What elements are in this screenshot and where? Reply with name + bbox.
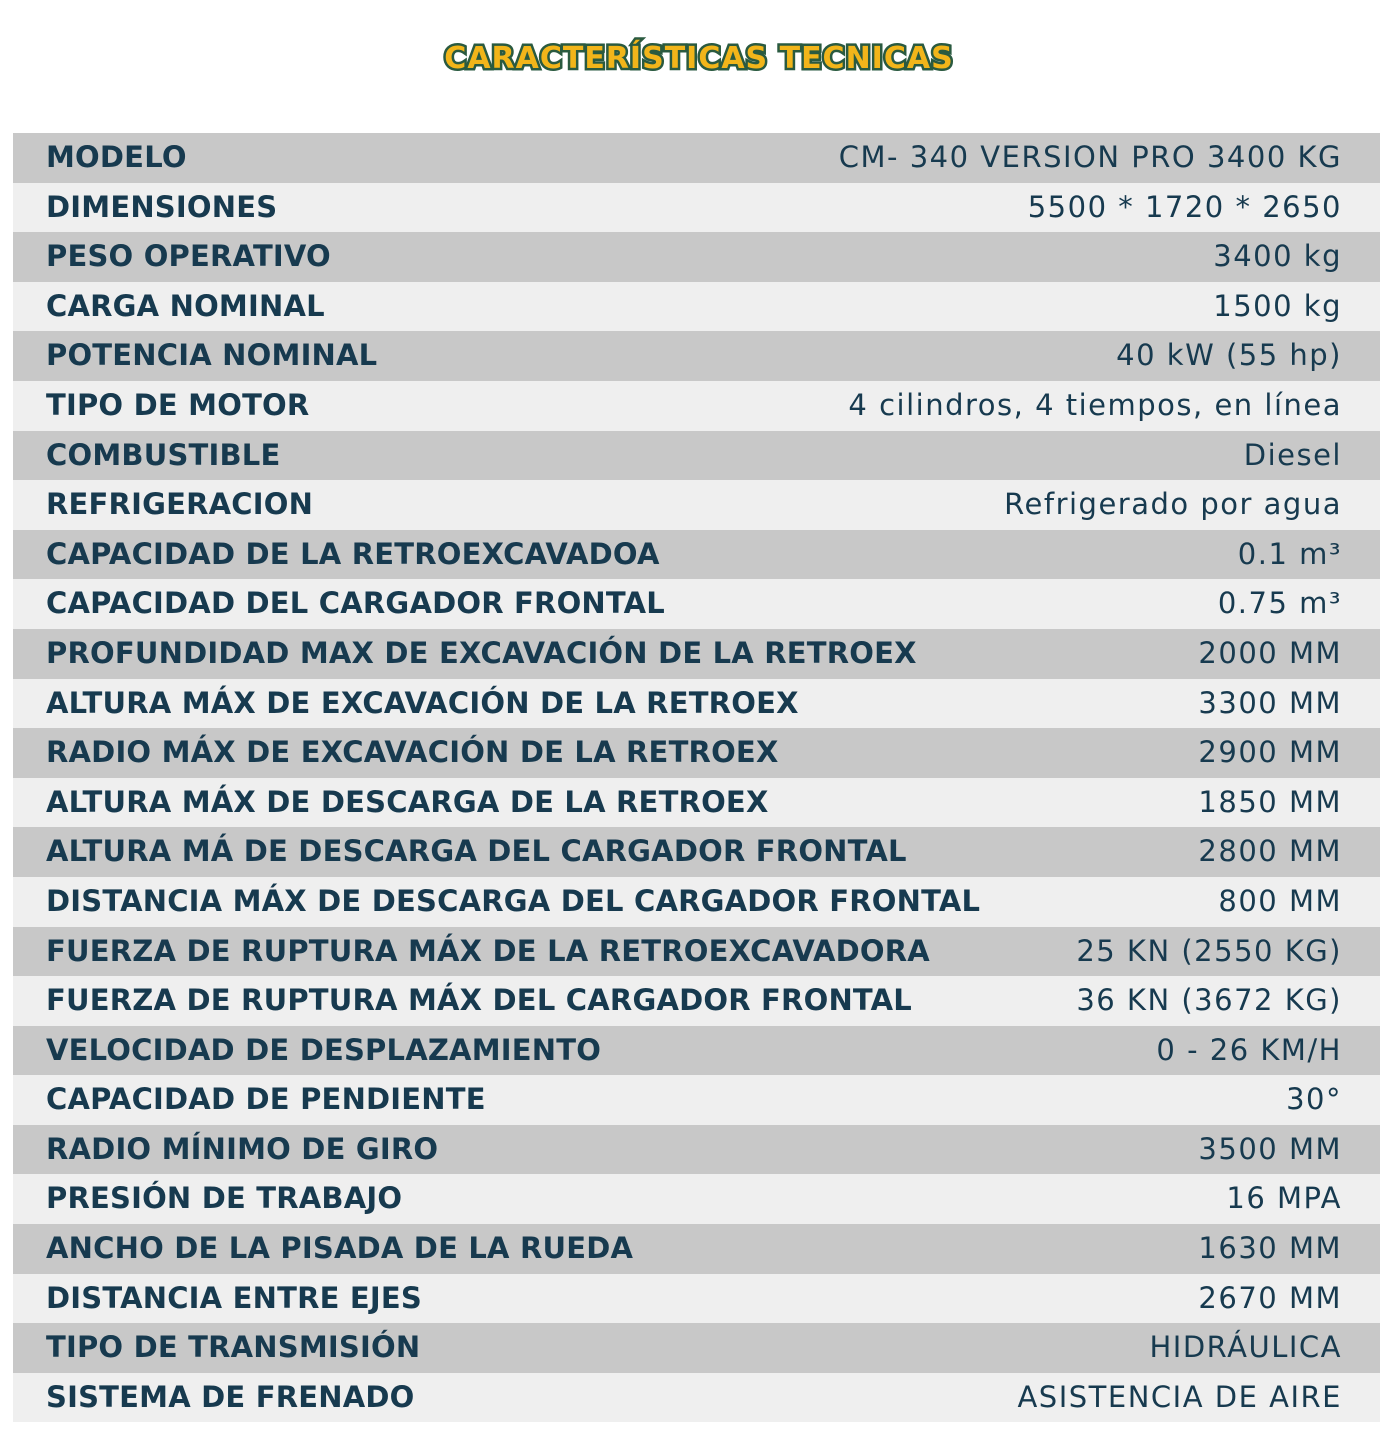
table-row xyxy=(13,331,1380,381)
spec-label: DISTANCIA MÁX DE DESCARGA DEL CARGADOR FRONTAL xyxy=(46,883,981,918)
spec-label: ANCHO DE LA PISADA DE LA RUEDA xyxy=(46,1231,634,1266)
spec-label: CAPACIDAD DEL CARGADOR FRONTAL xyxy=(46,586,665,621)
table-row xyxy=(13,728,1380,778)
spec-value: Refrigerado por agua xyxy=(1004,487,1342,522)
table-row xyxy=(13,827,1380,877)
spec-value: 5500 * 1720 * 2650 xyxy=(1027,189,1342,224)
spec-value: 36 KN (3672 KG) xyxy=(1076,983,1342,1018)
spec-label: COMBUSTIBLE xyxy=(46,437,281,472)
spec-label: CARGA NOMINAL xyxy=(46,288,325,323)
spec-value: 25 KN (2550 KG) xyxy=(1076,933,1342,968)
spec-label: CAPACIDAD DE LA RETROEXCAVADOA xyxy=(46,536,660,571)
spec-label: ALTURA MÁX DE DESCARGA DE LA RETROEX xyxy=(46,784,769,819)
spec-label: TIPO DE MOTOR xyxy=(46,387,310,422)
table-row xyxy=(13,679,1380,729)
table-row xyxy=(13,778,1380,828)
spec-label: VELOCIDAD DE DESPLAZAMIENTO xyxy=(46,1032,602,1067)
spec-value: 2900 MM xyxy=(1198,735,1342,770)
table-row xyxy=(13,282,1380,332)
table-row xyxy=(13,1125,1380,1175)
spec-label: PESO OPERATIVO xyxy=(46,239,331,274)
spec-label: FUERZA DE RUPTURA MÁX DEL CARGADOR FRONTAL xyxy=(46,983,912,1018)
spec-value: 2000 MM xyxy=(1198,635,1342,670)
spec-value: CM- 340 VERSION PRO 3400 KG xyxy=(838,140,1342,174)
table-row xyxy=(13,1174,1380,1224)
table-row xyxy=(13,183,1380,233)
spec-value: 40 kW (55 hp) xyxy=(1116,338,1342,373)
table-row xyxy=(13,1323,1380,1373)
spec-label: RADIO MÁX DE EXCAVACIÓN DE LA RETROEX xyxy=(46,735,779,770)
table-row xyxy=(13,530,1380,580)
table-row xyxy=(13,232,1380,282)
table-row xyxy=(13,927,1380,977)
table-row xyxy=(13,133,1380,183)
spec-value: 0.1 m³ xyxy=(1237,536,1342,571)
spec-label: ALTURA MÁX DE EXCAVACIÓN DE LA RETROEX xyxy=(46,685,799,720)
spec-value: 2670 MM xyxy=(1198,1280,1342,1315)
spec-value: 3300 MM xyxy=(1198,685,1342,720)
table-row xyxy=(13,1224,1380,1274)
spec-value: 1850 MM xyxy=(1198,784,1342,819)
spec-label: DIMENSIONES xyxy=(46,189,278,224)
spec-label: ALTURA MÁ DE DESCARGA DEL CARGADOR FRONTAL xyxy=(46,834,907,869)
spec-value: ASISTENCIA DE AIRE xyxy=(1017,1379,1342,1414)
table-row xyxy=(13,1373,1380,1423)
table-row xyxy=(13,976,1380,1026)
spec-value: Diesel xyxy=(1243,437,1342,472)
table-row xyxy=(13,1274,1380,1324)
spec-value: 1630 MM xyxy=(1198,1231,1342,1266)
spec-label: POTENCIA NOMINAL xyxy=(46,338,378,373)
table-row xyxy=(13,480,1380,530)
spec-value: 30° xyxy=(1286,1082,1342,1117)
page-title: CARACTERÍSTICAS TECNICAS xyxy=(444,41,954,76)
spec-value: 3400 kg xyxy=(1213,239,1342,274)
table-row xyxy=(13,629,1380,679)
spec-label: REFRIGERACION xyxy=(46,487,314,522)
spec-value: 2800 MM xyxy=(1198,834,1342,869)
spec-value: HIDRÁULICA xyxy=(1149,1330,1342,1365)
table-row xyxy=(13,431,1380,481)
spec-value: 3500 MM xyxy=(1198,1131,1342,1166)
spec-label: TIPO DE TRANSMISIÓN xyxy=(46,1330,421,1365)
spec-value: 0.75 m³ xyxy=(1217,586,1342,621)
table-row xyxy=(13,381,1380,431)
spec-label: RADIO MÍNIMO DE GIRO xyxy=(46,1131,439,1166)
table-row xyxy=(13,1026,1380,1076)
spec-label: CAPACIDAD DE PENDIENTE xyxy=(46,1082,486,1117)
spec-label: PRESIÓN DE TRABAJO xyxy=(46,1181,403,1216)
table-row xyxy=(13,579,1380,629)
spec-label: MODELO xyxy=(46,140,187,174)
spec-value: 1500 kg xyxy=(1213,288,1342,323)
spec-label: SISTEMA DE FRENADO xyxy=(46,1379,415,1414)
spec-value: 16 MPA xyxy=(1226,1181,1342,1216)
spec-value: 800 MM xyxy=(1218,883,1342,918)
spec-value: 0 - 26 KM/H xyxy=(1156,1032,1342,1067)
spec-value: 4 cilindros, 4 tiempos, en línea xyxy=(848,387,1342,422)
specs-table xyxy=(13,133,1380,1422)
table-row xyxy=(13,877,1380,927)
table-row xyxy=(13,1075,1380,1125)
spec-label: PROFUNDIDAD MAX DE EXCAVACIÓN DE LA RETROEX xyxy=(46,635,917,670)
spec-label: DISTANCIA ENTRE EJES xyxy=(46,1280,423,1315)
spec-label: FUERZA DE RUPTURA MÁX DE LA RETROEXCAVADORA xyxy=(46,933,930,968)
